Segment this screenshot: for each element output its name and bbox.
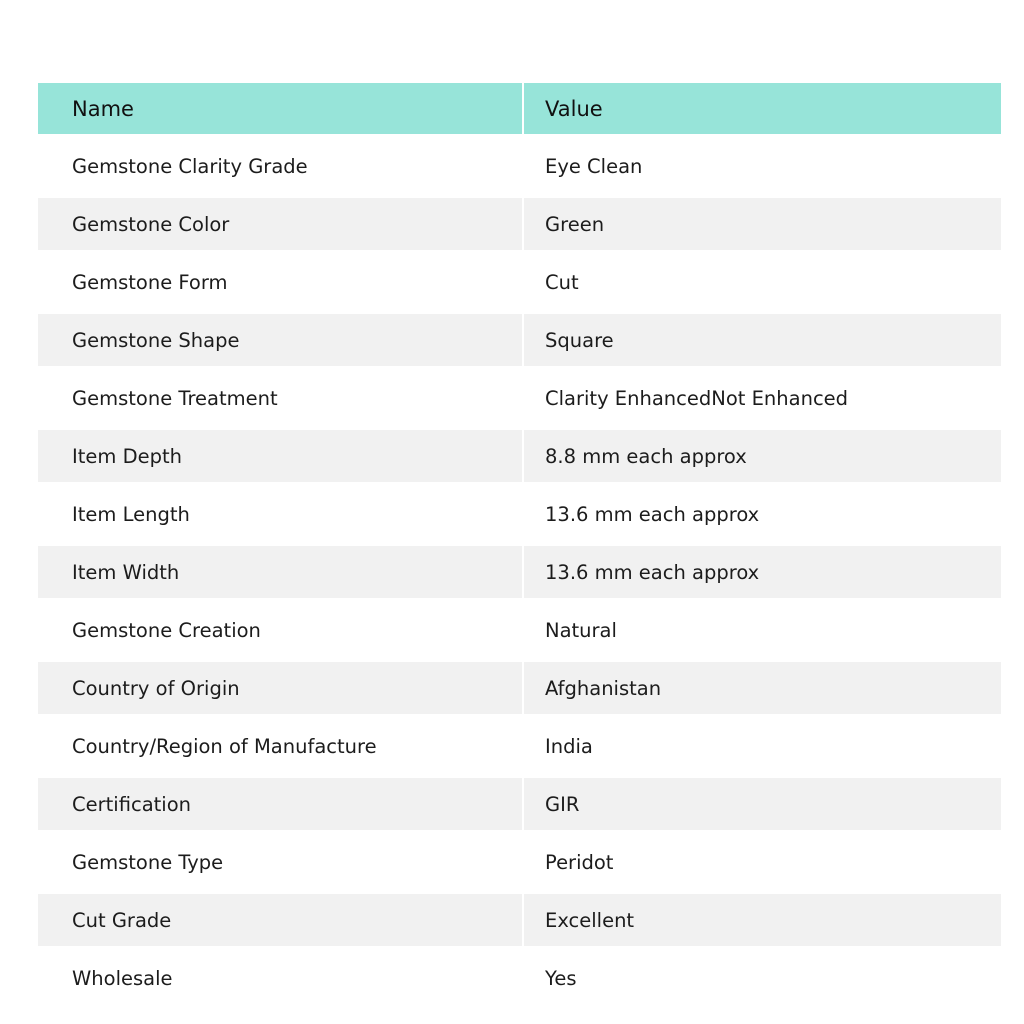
cell-name: Gemstone Color: [38, 195, 523, 253]
cell-name: Gemstone Clarity Grade: [38, 137, 523, 195]
table-row: [38, 833, 1001, 891]
cell-value: 13.6 mm each approx: [523, 485, 1001, 543]
cell-value: India: [523, 717, 1001, 775]
table-row: [38, 659, 1001, 717]
cell-name: Country of Origin: [38, 659, 523, 717]
cell-value: 8.8 mm each approx: [523, 427, 1001, 485]
cell-name: Gemstone Treatment: [38, 369, 523, 427]
table-row: [38, 485, 1001, 543]
specifics-table: [38, 83, 1001, 1004]
cell-value: Afghanistan: [523, 659, 1001, 717]
cell-name: Gemstone Creation: [38, 601, 523, 659]
cell-name: Gemstone Shape: [38, 311, 523, 369]
cell-name: Gemstone Form: [38, 253, 523, 311]
cell-value: Peridot: [523, 833, 1001, 891]
table-row: [38, 427, 1001, 485]
table-row: [38, 195, 1001, 253]
cell-name: Certification: [38, 775, 523, 833]
table-row: [38, 543, 1001, 601]
cell-name: Gemstone Type: [38, 833, 523, 891]
header-row: [38, 83, 1001, 137]
table-row: [38, 369, 1001, 427]
cell-name: Country/Region of Manufacture: [38, 717, 523, 775]
cell-value: Yes: [523, 949, 1001, 1004]
table-row: [38, 891, 1001, 949]
cell-value: Cut: [523, 253, 1001, 311]
cell-name: Item Depth: [38, 427, 523, 485]
table-row: [38, 137, 1001, 195]
cell-value: Eye Clean: [523, 137, 1001, 195]
cell-name: Wholesale: [38, 949, 523, 1004]
cell-value: Excellent: [523, 891, 1001, 949]
table-row: [38, 253, 1001, 311]
table-row: [38, 775, 1001, 833]
column-header-value: Value: [523, 83, 1001, 137]
cell-value: 13.6 mm each approx: [523, 543, 1001, 601]
cell-value: Square: [523, 311, 1001, 369]
table-row: [38, 717, 1001, 775]
cell-name: Item Width: [38, 543, 523, 601]
cell-name: Item Length: [38, 485, 523, 543]
table-body: [38, 137, 1001, 1004]
cell-name: Cut Grade: [38, 891, 523, 949]
cell-value: Clarity EnhancedNot Enhanced: [523, 369, 1001, 427]
table-row: [38, 311, 1001, 369]
cell-value: GIR: [523, 775, 1001, 833]
table-row: [38, 601, 1001, 659]
table-header: [38, 83, 1001, 137]
cell-value: Green: [523, 195, 1001, 253]
column-header-name: Name: [38, 83, 523, 137]
cell-value: Natural: [523, 601, 1001, 659]
table-row: [38, 949, 1001, 1004]
